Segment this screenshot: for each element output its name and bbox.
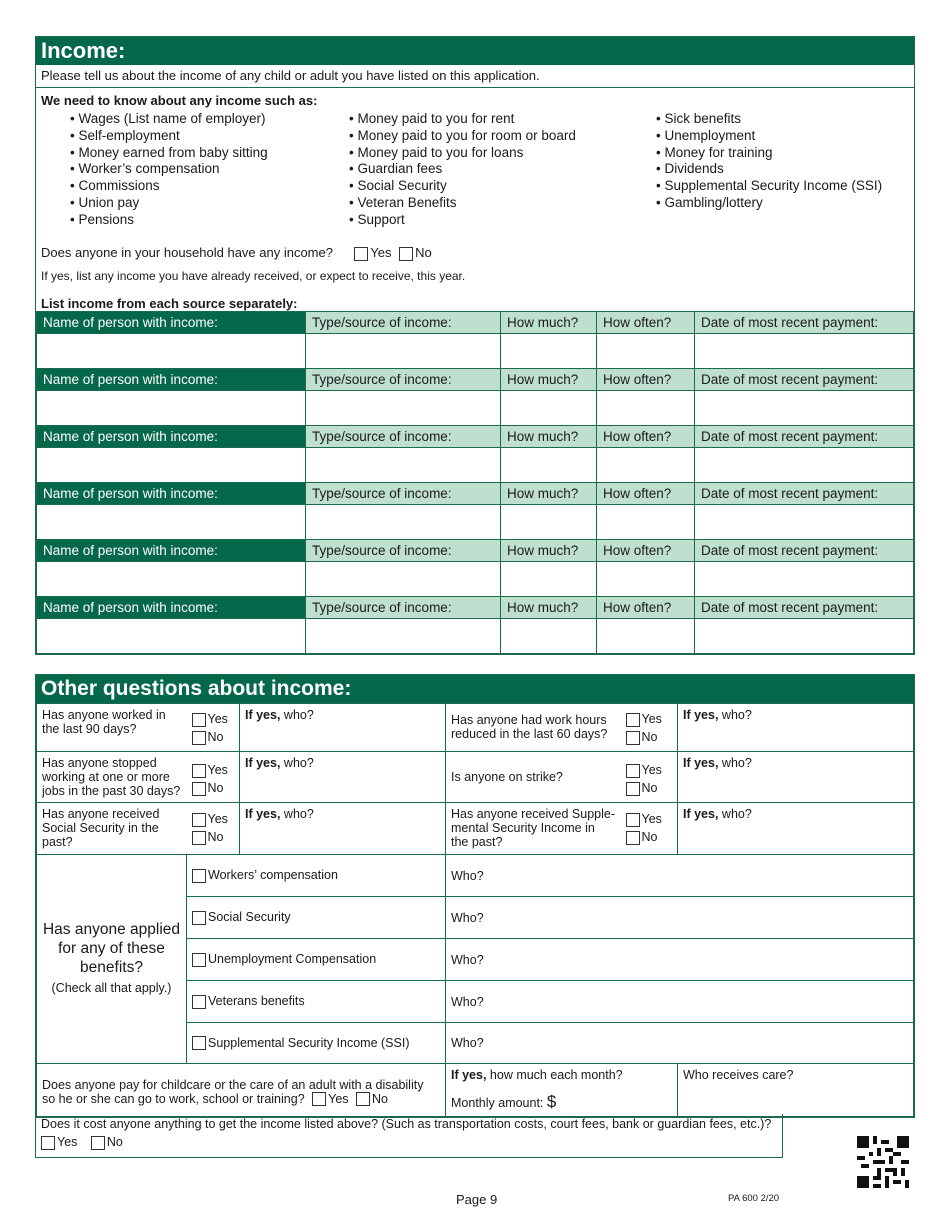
- hours-yes-checkbox[interactable]: [626, 713, 640, 727]
- yes-label: Yes: [641, 712, 662, 726]
- column-header: Name of person with income:: [37, 597, 306, 619]
- no-label: No: [641, 830, 658, 844]
- strike-yes-no: [621, 752, 678, 803]
- benefit-checkbox[interactable]: [192, 911, 206, 925]
- household-income-yes-checkbox[interactable]: [354, 247, 368, 261]
- income-need-heading: We need to know about any income such as:: [41, 93, 318, 108]
- column-header: How much?: [501, 597, 597, 619]
- strike-no-checkbox[interactable]: [626, 782, 640, 796]
- yes-label: Yes: [207, 763, 228, 777]
- income-type: • Money paid to you for rent: [349, 111, 576, 128]
- if-yes-label: If yes,: [683, 807, 719, 821]
- income-type: • Unemployment: [656, 128, 882, 145]
- stopped-question: Has anyone stopped working at one or more jobs in the past 30 days?: [37, 752, 187, 803]
- income-type: • Guardian fees: [349, 161, 576, 178]
- benefit-checkbox[interactable]: [192, 1036, 206, 1050]
- income-entry-field[interactable]: [695, 391, 914, 426]
- no-label: No: [641, 730, 658, 744]
- income-entry-field[interactable]: [501, 619, 597, 654]
- income-type: • Sick benefits: [656, 111, 882, 128]
- benefit-checkbox[interactable]: [192, 953, 206, 967]
- household-income-label: Does anyone in your household have any income?: [41, 245, 333, 260]
- who-receives-care-field[interactable]: [678, 1064, 914, 1117]
- other-questions-title: Other questions about income:: [36, 675, 914, 703]
- income-entry-field[interactable]: [501, 334, 597, 369]
- income-entry-field[interactable]: [501, 562, 597, 597]
- column-header: How often?: [597, 597, 695, 619]
- ss-no-checkbox[interactable]: [192, 831, 206, 845]
- childcare-question: Does anyone pay for childcare or the care of an adult with a disability so he or she can go to work, school or training?: [42, 1077, 424, 1106]
- other-questions-table: [36, 703, 914, 1117]
- benefit-label: Supplemental Security Income (SSI): [208, 1035, 410, 1050]
- monthly-amount-label: Monthly amount:: [451, 1096, 544, 1110]
- hours-yes-no: [621, 704, 678, 752]
- who-label: who?: [280, 807, 314, 821]
- income-entry-field[interactable]: [37, 562, 306, 597]
- benefit-option[interactable]: [187, 897, 446, 939]
- yes-label: Yes: [641, 763, 662, 777]
- column-header: How much?: [501, 426, 597, 448]
- income-entry-field[interactable]: [597, 448, 695, 483]
- benefit-who-field[interactable]: [446, 939, 914, 981]
- who-receives-label: Who receives care?: [683, 1068, 794, 1082]
- column-header: How much?: [501, 483, 597, 505]
- stopped-yes-no: [187, 752, 240, 803]
- income-entry-field[interactable]: [37, 505, 306, 540]
- no-label: No: [207, 781, 224, 795]
- income-type: • Pensions: [70, 212, 268, 229]
- childcare-yes-checkbox[interactable]: [312, 1092, 326, 1106]
- income-entry-field[interactable]: [306, 448, 501, 483]
- income-entry-row: [37, 505, 914, 540]
- income-types-col1: [70, 111, 268, 229]
- no-label: No: [641, 781, 658, 795]
- no-label: No: [106, 1135, 123, 1149]
- column-header: How much?: [501, 369, 597, 391]
- who-label: who?: [280, 708, 314, 722]
- column-header: How much?: [501, 312, 597, 334]
- income-type: • Wages (List name of employer): [70, 111, 268, 128]
- ssi-yes-no: [621, 803, 678, 855]
- stopped-yes-checkbox[interactable]: [192, 764, 206, 778]
- no-label: No: [415, 245, 432, 260]
- who-label: who?: [718, 708, 752, 722]
- benefit-label: Workers’ compensation: [208, 868, 338, 883]
- income-entry-field[interactable]: [597, 334, 695, 369]
- income-entry-field[interactable]: [695, 505, 914, 540]
- benefit-option[interactable]: [187, 939, 446, 981]
- hours-question: Has anyone had work hours reduced in the last 60 days?: [446, 704, 621, 752]
- income-table: [36, 311, 914, 654]
- cost-yes-checkbox[interactable]: [41, 1136, 55, 1150]
- no-label: No: [207, 830, 224, 844]
- income-type: • Social Security: [349, 178, 576, 195]
- hours-who-field[interactable]: [678, 704, 914, 752]
- if-yes-label: If yes,: [245, 807, 281, 821]
- column-header: Name of person with income:: [37, 540, 306, 562]
- benefit-who-field[interactable]: [446, 981, 914, 1023]
- who-label: Who?: [451, 1036, 484, 1050]
- stopped-who-field[interactable]: [240, 752, 446, 803]
- income-table-header-row: [37, 312, 914, 334]
- income-type: • Self-employment: [70, 128, 268, 145]
- applied-benefits-title: Has anyone applied for any of these benefits?: [42, 921, 181, 976]
- column-header: How often?: [597, 369, 695, 391]
- cost-question: Does it cost anyone anything to get the income listed above? (Such as transportation costs, court fees, bank or guardian fees, etc.)?: [41, 1117, 772, 1131]
- hours-no-checkbox[interactable]: [626, 731, 640, 745]
- who-label: who?: [718, 807, 752, 821]
- worked-no-checkbox[interactable]: [192, 731, 206, 745]
- column-header: How often?: [597, 312, 695, 334]
- if-yes-label: If yes,: [683, 708, 719, 722]
- column-header: Type/source of income:: [306, 312, 501, 334]
- column-header: How often?: [597, 426, 695, 448]
- income-type: • Worker’s compensation: [70, 161, 268, 178]
- ss-who-field[interactable]: [240, 803, 446, 855]
- ss-yes-checkbox[interactable]: [192, 813, 206, 827]
- income-table-header-row: [37, 426, 914, 448]
- income-entry-field[interactable]: [597, 505, 695, 540]
- column-header: Type/source of income:: [306, 483, 501, 505]
- income-type: • Money earned from baby sitting: [70, 145, 268, 162]
- strike-yes-checkbox[interactable]: [626, 764, 640, 778]
- who-label: Who?: [451, 868, 484, 883]
- if-yes-label: If yes,: [683, 756, 719, 770]
- who-label: Who?: [451, 994, 484, 1009]
- income-entry-row: [37, 391, 914, 426]
- column-header: Type/source of income:: [306, 540, 501, 562]
- income-entry-field[interactable]: [501, 448, 597, 483]
- income-entry-field[interactable]: [695, 562, 914, 597]
- income-entry-row: [37, 562, 914, 597]
- income-type: • Gambling/lottery: [656, 195, 882, 212]
- childcare-question-cell: [37, 1064, 446, 1117]
- column-header: Name of person with income:: [37, 312, 306, 334]
- stopped-no-checkbox[interactable]: [192, 782, 206, 796]
- form-id: PA 600 2/20: [728, 1193, 780, 1204]
- income-types: [36, 111, 914, 241]
- strike-who-field[interactable]: [678, 752, 914, 803]
- income-section: [35, 36, 915, 655]
- income-type: • Supplemental Security Income (SSI): [656, 178, 882, 195]
- column-header: Date of most recent payment:: [695, 426, 914, 448]
- no-label: No: [207, 730, 224, 744]
- no-label: No: [372, 1091, 389, 1106]
- yes-label: Yes: [207, 712, 228, 726]
- worked-question: Has anyone worked in the last 90 days?: [37, 704, 187, 752]
- household-income-no-checkbox[interactable]: [399, 247, 413, 261]
- benefit-who-field[interactable]: [446, 1023, 914, 1064]
- income-entry-field[interactable]: [306, 505, 501, 540]
- who-label: who?: [718, 756, 752, 770]
- income-intro: Please tell us about the income of any child or adult you have listed on this application.: [36, 65, 914, 88]
- income-type: • Money paid to you for loans: [349, 145, 576, 162]
- benefit-label: Unemployment Compensation: [208, 952, 377, 967]
- how-much-label: how much each month?: [486, 1068, 623, 1082]
- income-entry-field[interactable]: [37, 334, 306, 369]
- income-table-header-row: [37, 369, 914, 391]
- yes-label: Yes: [328, 1091, 349, 1106]
- ssi-who-field[interactable]: [678, 803, 914, 855]
- yes-label: Yes: [207, 812, 228, 826]
- ss-yes-no: [187, 803, 240, 855]
- income-type: • Veteran Benefits: [349, 195, 576, 212]
- childcare-no-checkbox[interactable]: [356, 1092, 370, 1106]
- worked-who-field[interactable]: [240, 704, 446, 752]
- income-type: • Dividends: [656, 161, 882, 178]
- income-entry-field[interactable]: [597, 391, 695, 426]
- income-type: • Commissions: [70, 178, 268, 195]
- if-yes-label: If yes,: [451, 1068, 487, 1082]
- income-entry-field[interactable]: [306, 619, 501, 654]
- yes-label: Yes: [370, 245, 392, 260]
- column-header: Type/source of income:: [306, 369, 501, 391]
- income-table-header-row: [37, 483, 914, 505]
- income-entry-field[interactable]: [695, 448, 914, 483]
- column-header: Date of most recent payment:: [695, 369, 914, 391]
- ss-question: Has anyone received Social Security in the past?: [37, 803, 187, 855]
- who-label: who?: [280, 756, 314, 770]
- cost-no-checkbox[interactable]: [91, 1136, 105, 1150]
- income-entry-row: [37, 448, 914, 483]
- if-yes-label: If yes,: [245, 756, 281, 770]
- income-types-col3: [656, 111, 882, 212]
- benefit-checkbox[interactable]: [192, 995, 206, 1009]
- income-type: • Support: [349, 212, 576, 229]
- column-header: Date of most recent payment:: [695, 597, 914, 619]
- column-header: Name of person with income:: [37, 426, 306, 448]
- income-entry-field[interactable]: [597, 619, 695, 654]
- column-header: Name of person with income:: [37, 483, 306, 505]
- if-yes-label: If yes,: [245, 708, 281, 722]
- benefit-checkbox[interactable]: [192, 869, 206, 883]
- ssi-question: Has anyone received Supple-mental Security Income in the past?: [446, 803, 621, 855]
- applied-benefits-cell: [37, 855, 187, 1064]
- page-number: Page 9: [456, 1192, 498, 1207]
- income-types-col2: [349, 111, 576, 229]
- dollar-sign: $: [546, 1092, 557, 1111]
- column-header: Date of most recent payment:: [695, 540, 914, 562]
- childcare-amount-field[interactable]: [446, 1064, 678, 1117]
- benefit-label: Social Security: [208, 910, 291, 925]
- column-header: How much?: [501, 540, 597, 562]
- yes-label: Yes: [57, 1135, 78, 1149]
- benefit-option[interactable]: [187, 1023, 446, 1064]
- worked-yes-no: [187, 704, 240, 752]
- applied-benefits-subtitle: (Check all that apply.): [51, 981, 172, 995]
- yes-label: Yes: [641, 812, 662, 826]
- income-entry-field[interactable]: [37, 619, 306, 654]
- income-entry-row: [37, 334, 914, 369]
- income-entry-field[interactable]: [501, 505, 597, 540]
- other-questions-section: [35, 674, 915, 1118]
- income-entry-field[interactable]: [501, 391, 597, 426]
- income-cost-question: [35, 1114, 783, 1158]
- benefit-who-field[interactable]: [446, 855, 914, 897]
- benefit-who-field[interactable]: [446, 897, 914, 939]
- column-header: Type/source of income:: [306, 597, 501, 619]
- qr-code-icon: [857, 1136, 909, 1188]
- income-entry-field[interactable]: [37, 391, 306, 426]
- strike-question: Is anyone on strike?: [446, 752, 621, 803]
- income-table-header-row: [37, 540, 914, 562]
- column-header: Type/source of income:: [306, 426, 501, 448]
- worked-yes-checkbox[interactable]: [192, 713, 206, 727]
- income-entry-field[interactable]: [695, 619, 914, 654]
- household-income-question: [36, 241, 914, 265]
- who-label: Who?: [451, 952, 484, 967]
- who-label: Who?: [451, 910, 484, 925]
- ssi-no-checkbox[interactable]: [626, 831, 640, 845]
- income-entry-field[interactable]: [695, 334, 914, 369]
- income-note: If yes, list any income you have already received, or expect to receive, this year.: [41, 269, 466, 283]
- income-type: • Money for training: [656, 145, 882, 162]
- income-entry-field[interactable]: [306, 562, 501, 597]
- income-entry-field[interactable]: [37, 448, 306, 483]
- income-entry-field[interactable]: [597, 562, 695, 597]
- column-header: Date of most recent payment:: [695, 483, 914, 505]
- income-type: • Union pay: [70, 195, 268, 212]
- ssi-yes-checkbox[interactable]: [626, 813, 640, 827]
- column-header: How often?: [597, 483, 695, 505]
- column-header: How often?: [597, 540, 695, 562]
- income-entry-row: [37, 619, 914, 654]
- income-table-header-row: [37, 597, 914, 619]
- income-title: Income:: [36, 37, 914, 65]
- benefit-label: Veterans benefits: [208, 994, 305, 1009]
- column-header: Date of most recent payment:: [695, 312, 914, 334]
- income-entry-field[interactable]: [306, 334, 501, 369]
- income-entry-field[interactable]: [306, 391, 501, 426]
- income-type: • Money paid to you for room or board: [349, 128, 576, 145]
- benefit-option[interactable]: [187, 981, 446, 1023]
- column-header: Name of person with income:: [37, 369, 306, 391]
- list-income-label: List income from each source separately:: [41, 296, 298, 311]
- benefit-option[interactable]: [187, 855, 446, 897]
